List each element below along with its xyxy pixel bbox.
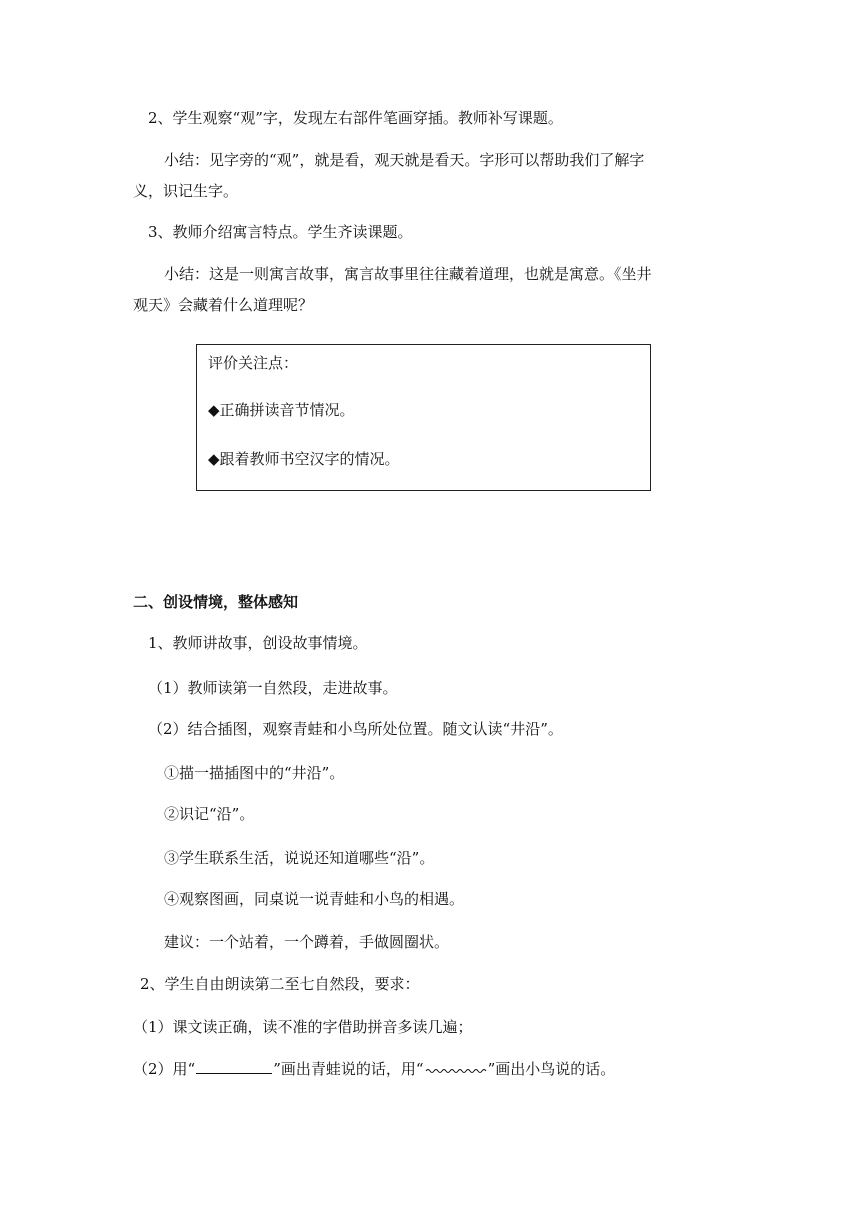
list-item: 1、教师讲故事，创设故事情境。 [148, 634, 368, 652]
last-line-part-1: （2）用“ [133, 1060, 196, 1078]
list-item: ③学生联系生活，说说还知道哪些“沿”。 [164, 849, 435, 867]
summary-2-line-1: 小结：这是一则寓言故事，寓言故事里往往藏着道理，也就是寓意。《坐井 [164, 265, 652, 283]
last-line-part-2: ”画出青蛙说的话，用“ [273, 1060, 424, 1078]
list-item: 建议：一个站着，一个蹲着，手做圆圈状。 [164, 933, 450, 951]
list-item: ④观察图画，同桌说一说青蛙和小鸟的相遇。 [164, 890, 465, 908]
list-item: （1）教师读第一自然段，走进故事。 [148, 679, 398, 697]
list-item: （1）课文读正确，读不准的字借助拼音多读几遍； [133, 1018, 473, 1036]
paragraph-step-3: 3、教师介绍寓言特点。学生齐读课题。 [148, 223, 413, 241]
evaluation-box [196, 344, 651, 491]
list-item: ①描一描插图中的“井沿”。 [164, 764, 345, 782]
last-line-part-3: ”画出小鸟说的话。 [487, 1060, 616, 1078]
list-item: （2）结合插图，观察青蛙和小鸟所处位置。随文认读“井沿”。 [148, 720, 563, 738]
list-item: ②识记“沿”。 [164, 805, 255, 823]
paragraph-step-2: 2、学生观察“观”字，发现左右部件笔画穿插。教师补写课题。 [148, 109, 563, 127]
straight-underline-blank [196, 1059, 272, 1074]
evaluation-item: ◆跟着教师书空汉字的情况。 [208, 450, 400, 468]
summary-2-line-2: 观天》会藏着什么道理呢？ [133, 296, 314, 314]
list-item-last [133, 1058, 615, 1079]
section-heading: 二、创设情境，整体感知 [133, 593, 299, 611]
summary-1-line-1: 小结：见字旁的“观”，就是看，观天就是看天。字形可以帮助我们了解字 [164, 151, 645, 169]
summary-1-line-2: 义，识记生字。 [133, 182, 239, 200]
evaluation-title: 评价关注点： [208, 354, 299, 372]
evaluation-item: ◆正确拼读音节情况。 [208, 401, 355, 419]
list-item: 2、学生自由朗读第二至七自然段，要求： [140, 975, 420, 993]
wavy-underline-blank [425, 1058, 487, 1074]
